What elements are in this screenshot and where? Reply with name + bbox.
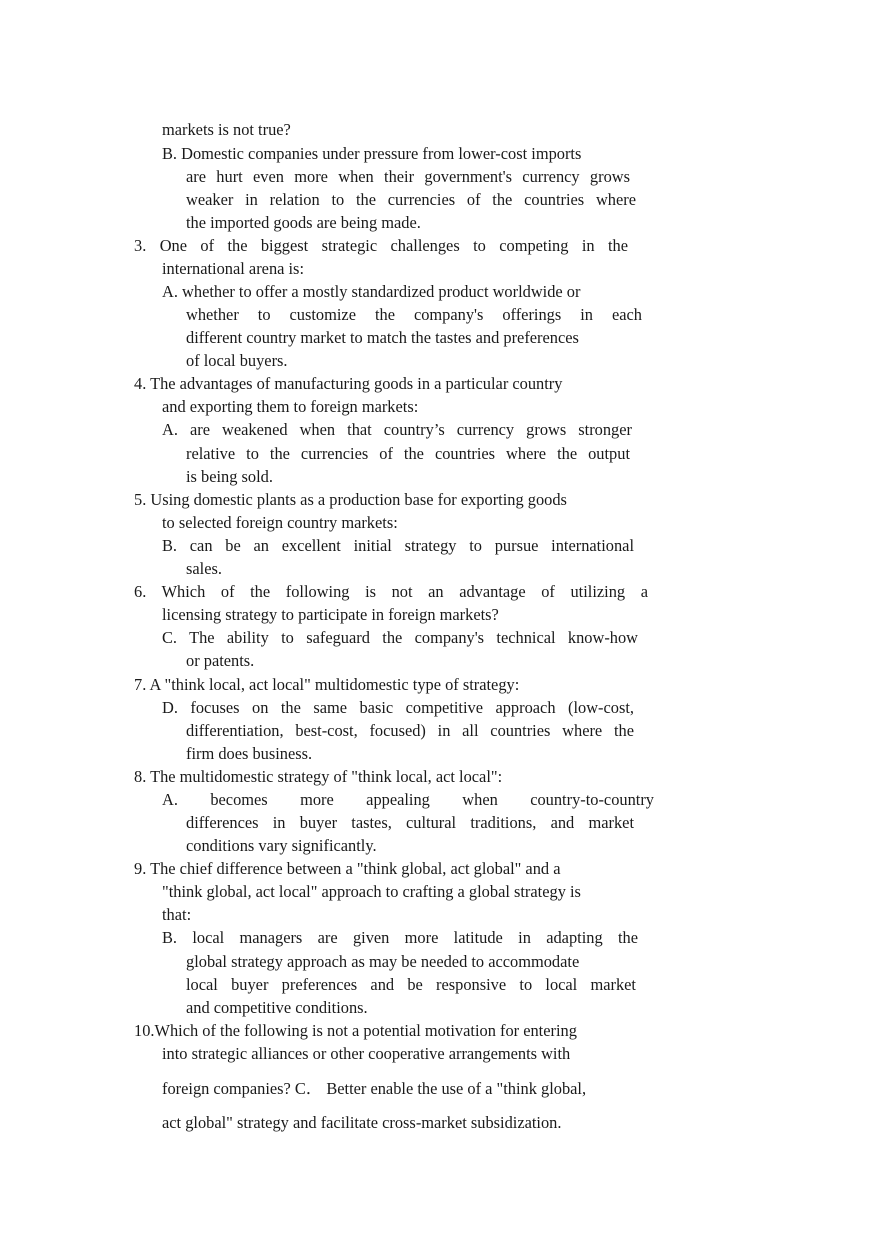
text-line: international arena is: <box>162 259 304 278</box>
text-line: firm does business. <box>186 744 313 763</box>
answer-line: B. can be an excellent initial strategy to pursue international <box>162 536 634 555</box>
text-line: whether to customize the company's offerings in each <box>186 305 642 324</box>
question-line: 8. The multidomestic strategy of "think local, act local": <box>134 767 503 786</box>
answer-line: A. whether to offer a mostly standardized product worldwide or <box>162 282 581 301</box>
text-line: differentiation, best-cost, focused) in all countries where the <box>186 721 634 740</box>
answer-line: A. are weakened when that country’s currency grows stronger <box>162 420 632 439</box>
text-line: is being sold. <box>186 467 273 486</box>
text-line: that: <box>162 905 192 924</box>
answer-line: B. local managers are given more latitude in adapting the <box>162 928 638 947</box>
text-line: "think global, act local" approach to crafting a global strategy is <box>162 882 581 901</box>
question-line: 5. Using domestic plants as a production base for exporting goods <box>134 490 567 509</box>
question-line: 3. One of the biggest strategic challenges to competing in the <box>134 236 628 255</box>
answer-line: A. becomes more appealing when country-to-country <box>162 790 654 809</box>
text-line: markets is not true? <box>162 120 291 139</box>
answer-line: foreign companies? C． Better enable the use of a "think global, <box>162 1079 587 1098</box>
answer-line: B. Domestic companies under pressure from lower-cost imports <box>162 144 582 163</box>
text-line: local buyer preferences and be responsive to local market <box>186 975 636 994</box>
text-line: or patents. <box>186 651 255 670</box>
question-line: 10.Which of the following is not a potential motivation for entering <box>134 1021 577 1040</box>
text-line: into strategic alliances or other cooperative arrangements with <box>162 1044 571 1063</box>
question-line: 9. The chief difference between a "think global, act global" and a <box>134 859 561 878</box>
text-line: and exporting them to foreign markets: <box>162 397 419 416</box>
question-line: 6. Which of the following is not an advantage of utilizing a <box>134 582 648 601</box>
text-line: differences in buyer tastes, cultural traditions, and market <box>186 813 634 832</box>
text-line: different country market to match the tastes and preferences <box>186 328 579 347</box>
text-line: are hurt even more when their government's currency grows <box>186 167 630 186</box>
text-line: global strategy approach as may be needed to accommodate <box>186 952 580 971</box>
text-line: conditions vary significantly. <box>186 836 377 855</box>
text-line: to selected foreign country markets: <box>162 513 398 532</box>
question-line: 7. A "think local, act local" multidomestic type of strategy: <box>134 675 520 694</box>
text-line: relative to the currencies of the countries where the output <box>186 444 630 463</box>
text-line: licensing strategy to participate in foreign markets? <box>162 605 499 624</box>
answer-line: D. focuses on the same basic competitive approach (low-cost, <box>162 698 634 717</box>
text-line: act global" strategy and facilitate cross-market subsidization. <box>162 1113 562 1132</box>
text-line: sales. <box>186 559 222 578</box>
text-line: weaker in relation to the currencies of the countries where <box>186 190 636 209</box>
text-line: and competitive conditions. <box>186 998 368 1017</box>
answer-line: C. The ability to safeguard the company's technical know-how <box>162 628 638 647</box>
text-line: the imported goods are being made. <box>186 213 421 232</box>
question-line: 4. The advantages of manufacturing goods in a particular country <box>134 374 563 393</box>
text-line: of local buyers. <box>186 351 288 370</box>
